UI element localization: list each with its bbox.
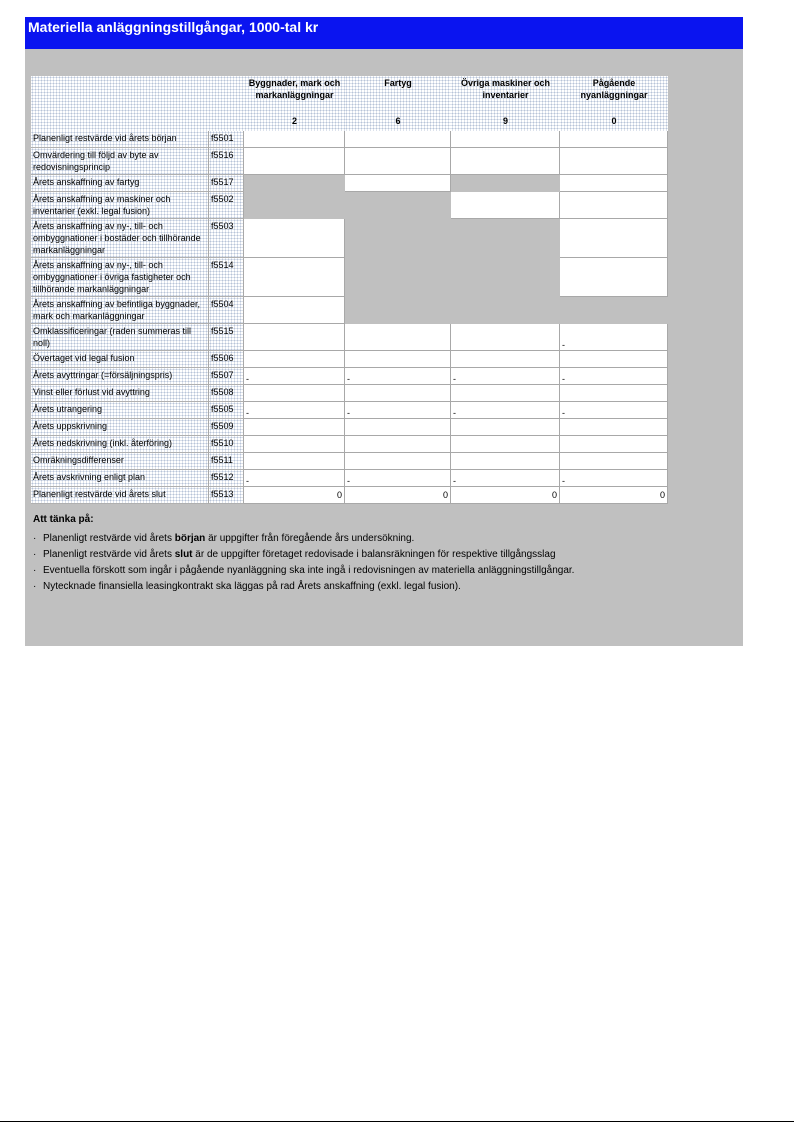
row-code: f5506 <box>209 351 244 368</box>
input-cell[interactable] <box>345 453 451 470</box>
row-code: f5511 <box>209 453 244 470</box>
input-cell[interactable] <box>244 148 345 175</box>
input-cell[interactable] <box>451 385 560 402</box>
bullet-marker: · <box>33 533 37 544</box>
row-label: Planenligt restvärde vid årets slut <box>31 487 209 504</box>
note-text: är de uppgifter företaget redovisade i balansräkningen för respektive tillgångsslag <box>192 549 556 560</box>
note-text: Planenligt restvärde vid årets <box>43 549 175 560</box>
input-cell[interactable] <box>451 453 560 470</box>
input-cell[interactable] <box>244 385 345 402</box>
row-code: f5508 <box>209 385 244 402</box>
row-label: Årets avskrivning enligt plan <box>31 470 209 487</box>
input-cell[interactable] <box>345 470 451 487</box>
input-cell[interactable] <box>345 436 451 453</box>
input-cell[interactable] <box>451 470 560 487</box>
dash-marker: - <box>562 374 565 384</box>
column-header-title: Byggnader, mark och markanläggningar <box>248 78 341 100</box>
row-label: Årets anskaffning av maskiner och inventarier (exkl. legal fusion) <box>31 192 209 219</box>
sum-cell: 0 <box>451 487 560 504</box>
disabled-cell <box>451 258 560 297</box>
row-code: f5505 <box>209 402 244 419</box>
input-cell[interactable] <box>451 131 560 148</box>
note-text: Nytecknade finansiella leasingkontrakt ska läggas på rad Årets anskaffning (exkl. legal fusion). <box>43 581 461 592</box>
column-header <box>345 76 451 131</box>
input-cell[interactable] <box>451 402 560 419</box>
row-code: f5501 <box>209 131 244 148</box>
column-header-title: Övriga maskiner och inventarier <box>460 78 551 100</box>
row-code: f5504 <box>209 297 244 324</box>
input-cell[interactable] <box>560 148 668 175</box>
input-cell[interactable] <box>560 402 668 419</box>
input-cell[interactable] <box>560 175 668 192</box>
input-cell[interactable] <box>244 402 345 419</box>
column-header <box>244 76 345 131</box>
input-cell[interactable] <box>451 419 560 436</box>
bullet-marker: · <box>33 549 37 560</box>
row-code: f5513 <box>209 487 244 504</box>
column-header-code: 6 <box>395 116 401 126</box>
page-title: Materiella anläggningstillgångar, 1000-tal kr <box>28 19 319 35</box>
column-header <box>451 76 560 131</box>
input-cell[interactable] <box>244 419 345 436</box>
input-cell[interactable] <box>244 368 345 385</box>
dash-marker: - <box>562 476 565 486</box>
input-cell[interactable] <box>244 470 345 487</box>
input-cell[interactable] <box>451 192 560 219</box>
disabled-extension <box>668 297 743 324</box>
input-cell[interactable] <box>560 324 668 351</box>
dash-marker: - <box>246 374 249 384</box>
input-cell[interactable] <box>345 351 451 368</box>
input-cell[interactable] <box>345 385 451 402</box>
row-code: f5515 <box>209 324 244 351</box>
input-cell[interactable] <box>345 419 451 436</box>
note-emphasis: början <box>174 533 206 544</box>
input-cell[interactable] <box>560 436 668 453</box>
note-item <box>33 532 574 548</box>
title-bar <box>25 17 743 49</box>
input-cell[interactable] <box>560 385 668 402</box>
column-header <box>560 76 668 131</box>
note-text: Planenligt restvärde vid årets <box>43 533 175 544</box>
input-cell[interactable] <box>345 148 451 175</box>
input-cell[interactable] <box>451 324 560 351</box>
input-cell[interactable] <box>560 419 668 436</box>
input-cell[interactable] <box>244 351 345 368</box>
dash-marker: - <box>453 408 456 418</box>
sum-cell: 0 <box>244 487 345 504</box>
row-label: Övertaget vid legal fusion <box>31 351 209 368</box>
note-text: Eventuella förskott som ingår i pågående nyanläggning ska inte ingå i redovisningen av materiella anläggningstillgångar. <box>43 565 575 576</box>
column-header-code: 9 <box>502 116 508 126</box>
row-label: Omklassificeringar (raden summeras till noll) <box>31 324 209 351</box>
input-cell[interactable] <box>244 436 345 453</box>
note-item <box>33 580 574 596</box>
input-cell[interactable] <box>345 368 451 385</box>
input-cell[interactable] <box>560 368 668 385</box>
notes-section <box>33 514 574 596</box>
input-cell[interactable] <box>560 351 668 368</box>
input-cell[interactable] <box>244 297 345 324</box>
row-code: f5503 <box>209 219 244 258</box>
input-cell[interactable] <box>244 219 345 258</box>
input-cell[interactable] <box>345 131 451 148</box>
row-label: Vinst eller förlust vid avyttring <box>31 385 209 402</box>
row-code: f5512 <box>209 470 244 487</box>
page-bottom-line <box>0 1121 794 1122</box>
row-code: f5509 <box>209 419 244 436</box>
disabled-cell <box>345 297 451 324</box>
header-corner <box>31 76 244 131</box>
row-label: Årets avyttringar (=försäljningspris) <box>31 368 209 385</box>
input-cell[interactable] <box>244 453 345 470</box>
column-header-code: 0 <box>611 116 617 126</box>
dash-marker: - <box>347 374 350 384</box>
input-cell[interactable] <box>560 192 668 219</box>
row-label: Årets uppskrivning <box>31 419 209 436</box>
dash-marker: - <box>246 476 249 486</box>
row-code: f5502 <box>209 192 244 219</box>
input-cell[interactable] <box>244 324 345 351</box>
row-code: f5516 <box>209 148 244 175</box>
bullet-marker: · <box>33 581 37 592</box>
row-label: Omvärdering till följd av byte av redovisningsprincip <box>31 148 209 175</box>
row-label: Årets anskaffning av ny-, till- och ombyggnationer i bostäder och tillhörande markanläggningar <box>31 219 209 258</box>
disabled-cell <box>244 175 345 192</box>
input-cell[interactable] <box>560 453 668 470</box>
input-cell[interactable] <box>560 470 668 487</box>
disabled-cell <box>560 297 668 324</box>
sum-cell: 0 <box>560 487 668 504</box>
notes-heading: Att tänka på: <box>33 514 94 525</box>
note-text: är uppgifter från föregående års undersökning. <box>205 533 415 544</box>
dash-marker: - <box>347 476 350 486</box>
input-cell[interactable] <box>451 368 560 385</box>
column-header-code: 2 <box>291 116 297 126</box>
dash-marker: - <box>453 476 456 486</box>
column-header-title: Pågående nyanläggningar <box>580 78 648 100</box>
row-label: Omräkningsdifferenser <box>31 453 209 470</box>
column-header-title: Fartyg <box>384 78 412 88</box>
disabled-cell <box>451 175 560 192</box>
disabled-cell <box>345 219 451 258</box>
row-label: Årets anskaffning av fartyg <box>31 175 209 192</box>
input-cell[interactable] <box>560 219 668 258</box>
input-cell[interactable] <box>451 351 560 368</box>
note-emphasis: slut <box>174 549 193 560</box>
input-cell[interactable] <box>451 436 560 453</box>
dash-marker: - <box>562 408 565 418</box>
row-label: Årets anskaffning av befintliga byggnader, mark och markanläggningar <box>31 297 209 324</box>
row-label: Planenligt restvärde vid årets början <box>31 131 209 148</box>
row-label: Årets nedskrivning (inkl. återföring) <box>31 436 209 453</box>
input-cell[interactable] <box>451 148 560 175</box>
dash-marker: - <box>562 340 565 350</box>
row-code: f5517 <box>209 175 244 192</box>
row-label: Årets utrangering <box>31 402 209 419</box>
input-cell[interactable] <box>345 175 451 192</box>
dash-marker: - <box>246 408 249 418</box>
input-cell[interactable] <box>560 131 668 148</box>
disabled-cell <box>451 297 560 324</box>
note-item <box>33 564 574 580</box>
bullet-marker: · <box>33 565 37 576</box>
input-cell[interactable] <box>345 402 451 419</box>
dash-marker: - <box>453 374 456 384</box>
input-cell[interactable] <box>244 131 345 148</box>
disabled-cell <box>345 192 451 219</box>
form-sheet <box>25 17 743 646</box>
input-cell[interactable] <box>560 258 668 297</box>
input-cell[interactable] <box>244 258 345 297</box>
row-label: Årets anskaffning av ny-, till- och ombyggnationer i övriga fastigheter och tillhörande markanläggningar <box>31 258 209 297</box>
disabled-cell <box>451 219 560 258</box>
input-cell[interactable] <box>345 324 451 351</box>
dash-marker: - <box>347 408 350 418</box>
row-code: f5514 <box>209 258 244 297</box>
row-code: f5510 <box>209 436 244 453</box>
disabled-cell <box>244 192 345 219</box>
row-code: f5507 <box>209 368 244 385</box>
sum-cell: 0 <box>345 487 451 504</box>
disabled-cell <box>345 258 451 297</box>
note-item <box>33 548 574 564</box>
